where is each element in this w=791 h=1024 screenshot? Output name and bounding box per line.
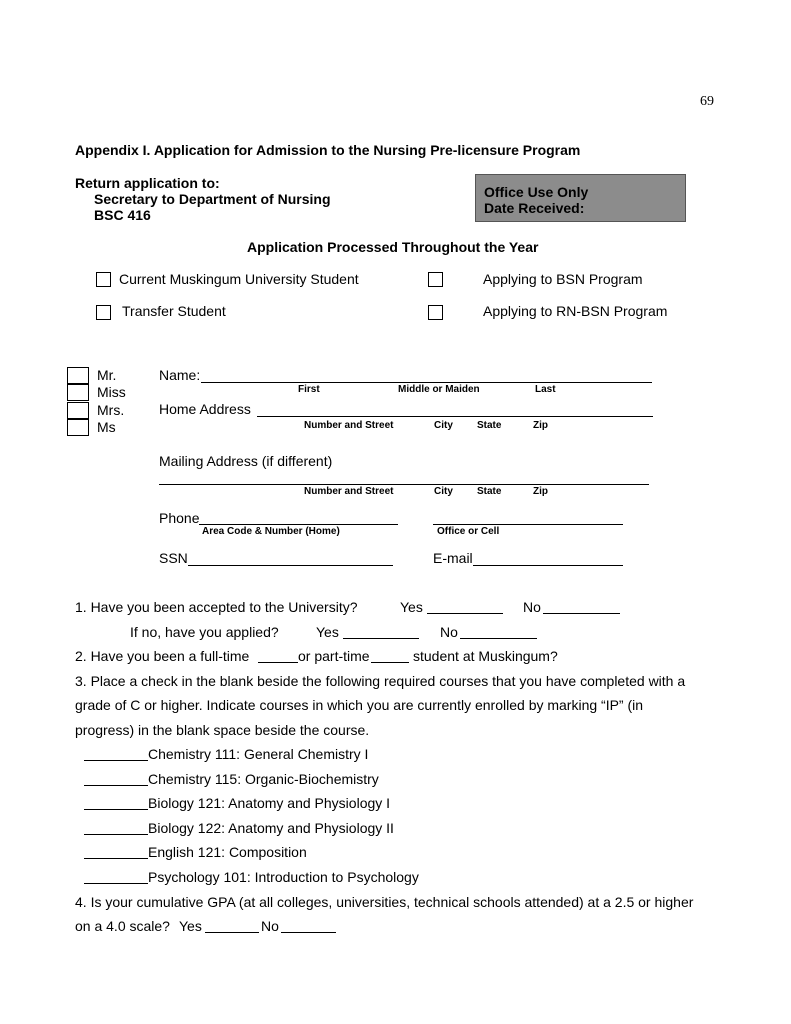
course-blank-2[interactable] xyxy=(84,785,148,786)
phone-cell-field[interactable] xyxy=(433,524,623,525)
current-student-checkbox[interactable] xyxy=(96,272,111,287)
rn-bsn-program-label: Applying to RN-BSN Program xyxy=(483,303,668,319)
question-1-no-label: No xyxy=(523,599,541,615)
question-1b-text: If no, have you applied? xyxy=(130,624,279,640)
phone-home-field[interactable] xyxy=(199,524,398,525)
question-2-text-a: 2. Have you been a full-time xyxy=(75,648,250,664)
return-to-dept: Secretary to Department of Nursing xyxy=(94,191,331,207)
bsn-program-checkbox[interactable] xyxy=(428,272,443,287)
mailing-city-caption: City xyxy=(434,486,453,497)
phone-label: Phone xyxy=(159,510,200,526)
course-blank-5[interactable] xyxy=(84,858,148,859)
question-1-text: 1. Have you been accepted to the University? xyxy=(75,599,358,615)
course-label-2: Chemistry 115: Organic-Biochemistry xyxy=(148,771,379,787)
mailing-state-caption: State xyxy=(477,486,502,497)
question-1b-no-label: No xyxy=(440,624,458,640)
title-ms-label: Ms xyxy=(97,419,116,435)
office-use-label: Office Use Only xyxy=(484,184,589,200)
transfer-student-label: Transfer Student xyxy=(122,303,226,319)
mailing-street-caption: Number and Street xyxy=(304,486,394,497)
course-label-4: Biology 122: Anatomy and Physiology II xyxy=(148,820,394,836)
email-label: E-mail xyxy=(433,550,473,566)
course-label-3: Biology 121: Anatomy and Physiology I xyxy=(148,795,391,811)
question-1-no-blank[interactable] xyxy=(543,613,620,614)
date-received-label: Date Received: xyxy=(484,200,585,216)
question-1-yes-blank[interactable] xyxy=(427,613,503,614)
home-state-caption: State xyxy=(477,420,502,431)
question-2-text-c: student at Muskingum? xyxy=(413,648,558,664)
name-first-caption: First xyxy=(298,384,320,395)
question-4-yes-blank[interactable] xyxy=(205,932,259,933)
question-4-yes-label: Yes xyxy=(179,918,202,934)
phone-home-caption: Area Code & Number (Home) xyxy=(202,526,340,537)
course-label-6: Psychology 101: Introduction to Psychology xyxy=(148,869,419,885)
question-3-line-1: 3. Place a check in the blank beside the following required courses that you have completed with a xyxy=(75,673,686,689)
ssn-field[interactable] xyxy=(188,565,393,566)
name-label: Name: xyxy=(159,367,201,383)
home-street-caption: Number and Street xyxy=(304,420,394,431)
course-blank-4[interactable] xyxy=(84,834,148,835)
page-title: Appendix I. Application for Admission to the Nursing Pre-licensure Program xyxy=(75,142,581,158)
title-mr-box[interactable] xyxy=(67,367,89,384)
ssn-label: SSN xyxy=(159,550,188,566)
question-4-no-label: No xyxy=(261,918,279,934)
return-to-room: BSC 416 xyxy=(94,207,151,223)
transfer-student-checkbox[interactable] xyxy=(96,305,111,320)
question-1-yes-label: Yes xyxy=(400,599,423,615)
question-1b-yes-label: Yes xyxy=(316,624,339,640)
question-4-line-1: 4. Is your cumulative GPA (at all colleges, universities, technical schools attended) at a 2.5 or higher xyxy=(75,894,694,910)
course-blank-3[interactable] xyxy=(84,809,148,810)
question-1b-no-blank[interactable] xyxy=(460,638,537,639)
home-zip-caption: Zip xyxy=(533,420,548,431)
course-blank-6[interactable] xyxy=(84,883,148,884)
name-middle-caption: Middle or Maiden xyxy=(398,384,480,395)
question-3-line-2: grade of C or higher. Indicate courses in which you are currently enrolled by marking “IP” (in xyxy=(75,697,644,713)
question-1b-yes-blank[interactable] xyxy=(343,638,419,639)
title-miss-label: Miss xyxy=(97,384,126,400)
home-city-caption: City xyxy=(434,420,453,431)
mailing-zip-caption: Zip xyxy=(533,486,548,497)
course-blank-1[interactable] xyxy=(84,760,148,761)
page-number: 69 xyxy=(700,94,714,109)
title-mrs-label: Mrs. xyxy=(97,402,125,418)
title-ms-box[interactable] xyxy=(67,419,89,436)
title-mr-label: Mr. xyxy=(97,367,117,383)
mailing-address-label: Mailing Address (if different) xyxy=(159,453,333,469)
email-field[interactable] xyxy=(473,565,623,566)
question-2-text-b: or part-time xyxy=(298,648,370,664)
question-4-no-blank[interactable] xyxy=(281,932,336,933)
current-student-label: Current Muskingum University Student xyxy=(119,271,359,287)
name-field[interactable] xyxy=(201,382,652,383)
rn-bsn-program-checkbox[interactable] xyxy=(428,305,443,320)
phone-cell-caption: Office or Cell xyxy=(437,526,500,537)
question-2-fulltime-blank[interactable] xyxy=(258,662,298,663)
mailing-address-field[interactable] xyxy=(159,484,649,485)
home-address-label: Home Address xyxy=(159,401,251,417)
title-miss-box[interactable] xyxy=(67,384,89,401)
home-address-field[interactable] xyxy=(257,416,653,417)
return-to-label: Return application to: xyxy=(75,175,220,191)
bsn-program-label: Applying to BSN Program xyxy=(483,271,643,287)
processed-heading: Application Processed Throughout the Year xyxy=(247,239,539,255)
question-3-line-3: progress) in the blank space beside the course. xyxy=(75,722,370,738)
course-label-1: Chemistry 111: General Chemistry I xyxy=(148,746,369,762)
question-2-parttime-blank[interactable] xyxy=(371,662,409,663)
question-4-line-2: on a 4.0 scale? xyxy=(75,918,170,934)
title-mrs-box[interactable] xyxy=(67,402,89,419)
course-label-5: English 121: Composition xyxy=(148,844,307,860)
office-use-box xyxy=(475,174,686,222)
name-last-caption: Last xyxy=(535,384,556,395)
